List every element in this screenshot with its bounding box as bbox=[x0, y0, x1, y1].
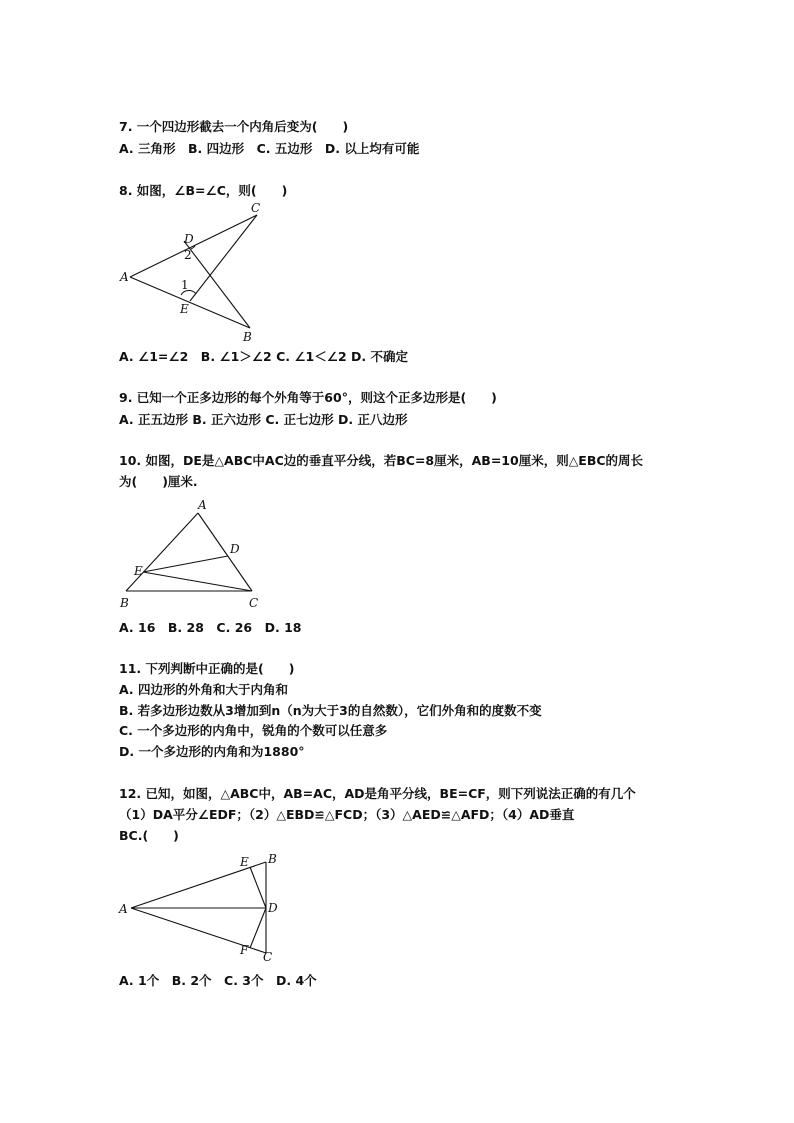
q12-label-c: C bbox=[263, 950, 273, 964]
q12-stem-line3: BC.( ) bbox=[119, 828, 179, 843]
q12-options: A. 1个 B. 2个 C. 3个 D. 4个 bbox=[119, 973, 317, 988]
q8-segment-ab bbox=[130, 277, 250, 328]
q7-options: A. 三角形 B. 四边形 C. 五边形 D. 以上均有可能 bbox=[119, 141, 420, 156]
q8-stem: 8. 如图，∠B=∠C，则( ) bbox=[119, 183, 288, 198]
q10-segment-ec bbox=[143, 572, 252, 591]
q11-stem: 11. 下列判断中正确的是( ) bbox=[119, 661, 295, 676]
q8-figure bbox=[110, 195, 280, 350]
q12-figure bbox=[110, 847, 290, 967]
q12-label-e: E bbox=[240, 855, 249, 869]
q11-choice-a: A. 四边形的外角和大于内角和 bbox=[119, 682, 289, 697]
q10-options: A. 16 B. 28 C. 26 D. 18 bbox=[119, 620, 302, 635]
q12-stem-line1: 12. 已知，如图，△ABC中，AB=AC，AD是角平分线，BE=CF，则下列说法正确的有几个 bbox=[119, 786, 636, 801]
q8-label-c: C bbox=[251, 201, 261, 215]
q12-label-d: D bbox=[268, 901, 278, 915]
q10-label-b: B bbox=[120, 596, 129, 610]
q12-label-a: A bbox=[119, 902, 128, 916]
q8-segment-ec bbox=[190, 215, 257, 301]
q10-figure bbox=[110, 493, 280, 618]
q12-stem-line2: （1）DA平分∠EDF；（2）△EBD≌△FCD；（3）△AED≌△AFD；（4）AD垂直 bbox=[119, 807, 575, 822]
q10-label-c: C bbox=[249, 596, 259, 610]
q10-stem-line1: 10. 如图，DE是△ABC中AC边的垂直平分线，若BC=8厘米，AB=10厘米，则△EBC的周长 bbox=[119, 453, 644, 468]
q8-label-2: 2 bbox=[184, 248, 192, 262]
q10-segment-ac bbox=[198, 513, 252, 591]
q8-segment-db bbox=[184, 241, 250, 328]
q8-label-b: B bbox=[243, 330, 252, 344]
q7-stem: 7. 一个四边形截去一个内角后变为( ) bbox=[119, 119, 349, 134]
q9-stem: 9. 已知一个正多边形的每个外角等于60°，则这个正多边形是( ) bbox=[119, 390, 497, 405]
q10-stem-line2: 为( )厘米. bbox=[119, 474, 198, 489]
q8-segment-ac bbox=[130, 215, 257, 277]
q12-label-f: F bbox=[240, 943, 249, 957]
q8-label-d: D bbox=[184, 232, 194, 246]
q9-options: A. 正五边形 B. 正六边形 C. 正七边形 D. 正八边形 bbox=[119, 412, 408, 427]
q8-label-a: A bbox=[120, 270, 129, 284]
q11-choice-c: C. 一个多边形的内角中，锐角的个数可以任意多 bbox=[119, 723, 388, 738]
q11-choice-d: D. 一个多边形的内角和为1880° bbox=[119, 744, 305, 759]
q11-choice-b: B. 若多边形边数从3增加到n（n为大于3的自然数），它们外角和的度数不变 bbox=[119, 703, 542, 718]
q10-label-d: D bbox=[230, 542, 240, 556]
q12-label-b: B bbox=[268, 852, 277, 866]
q8-label-1: 1 bbox=[181, 278, 189, 292]
q8-options: A. ∠1=∠2 B. ∠1＞∠2 C. ∠1＜∠2 D. 不确定 bbox=[119, 349, 408, 364]
q12-segment-fd bbox=[250, 908, 266, 948]
q12-segment-ed bbox=[250, 867, 266, 908]
q10-label-a: A bbox=[198, 498, 207, 512]
q8-label-e: E bbox=[180, 302, 189, 316]
q10-label-e: E bbox=[134, 564, 143, 578]
